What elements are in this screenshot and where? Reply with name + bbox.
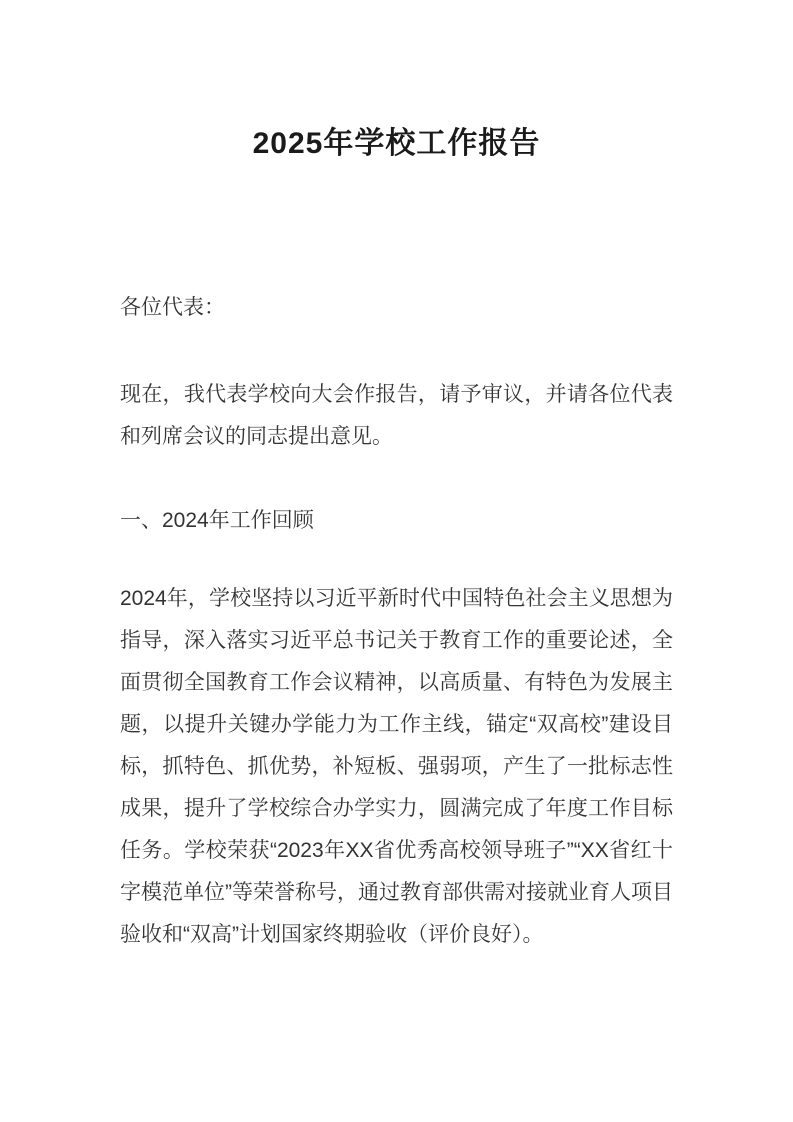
salutation-line: 各位代表：	[120, 296, 225, 319]
document-title: 2025年学校工作报告	[252, 127, 541, 160]
section-1-paragraph: 2024年，学校坚持以习近平新时代中国特色社会主义思想为指导，深入落实习近平总书记关于教育工作的重要论述，全面贯彻全国教育工作会议精神，以高质量、有特色为发展主题，以提升关键办学能力为工作主线，锚定“双高校”建设目标，抓特色、抓优势，补短板、强弱项，产生了一批标志性成果，提升了学校综合办学实力，圆满完成了年度工作目标任务。学校荣获“2023年XX省优秀高校领导班子”“XX省红十字模范单位”等荣誉称号，通过教育部供需对接就业育人项目验收和“双高”计划国家终期验收（评价良好）。	[120, 587, 673, 946]
intro-paragraph: 现在，我代表学校向大会作报告，请予审议，并请各位代表和列席会议的同志提出意见。	[120, 383, 673, 448]
section-heading-1: 一、2024年工作回顾	[120, 509, 314, 532]
